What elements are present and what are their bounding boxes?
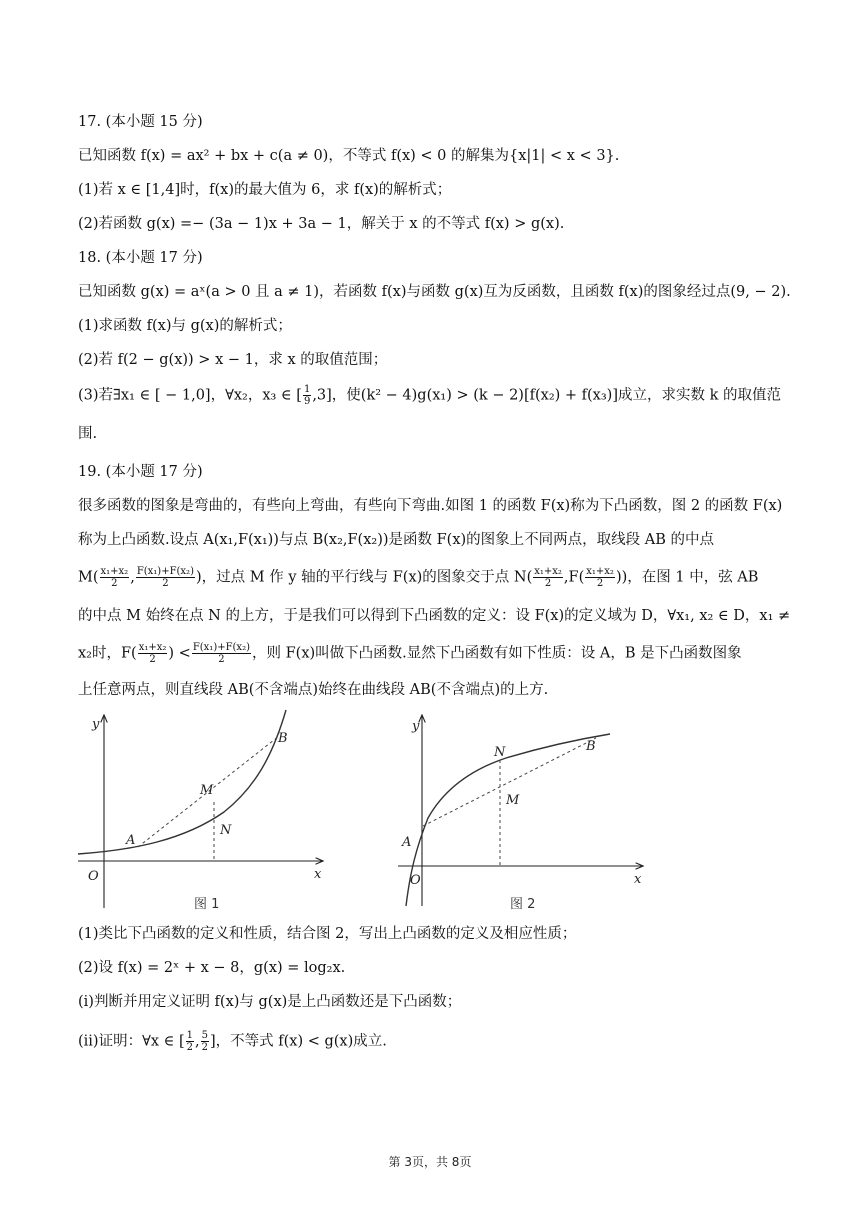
q19-line3-text-a: M( xyxy=(78,569,99,586)
fraction-denominator: 9 xyxy=(303,396,311,407)
convex-curve xyxy=(78,710,286,854)
fig1-point-b: B xyxy=(278,731,288,746)
fraction-denominator: 2 xyxy=(111,578,118,589)
fraction xyxy=(201,1030,209,1053)
q19-part2: (2)设 f(x) = 2ˣ + x − 8，g(x) = log₂x. xyxy=(78,960,346,976)
chord-ab xyxy=(423,738,596,826)
q19-line5-text-b: ) < xyxy=(168,645,191,662)
fig2-caption: 图 2 xyxy=(510,897,536,912)
fraction-numerator: 1 xyxy=(303,384,311,395)
q18-part3-cont: 围. xyxy=(78,426,98,442)
fraction-denominator: 2 xyxy=(186,1042,194,1053)
fig2-origin-label: O xyxy=(410,873,421,888)
fraction-numerator: F(x₁)+F(x₂) xyxy=(136,566,194,577)
fraction xyxy=(192,642,251,665)
q19-line5 xyxy=(78,642,783,665)
fraction-denominator: 2 xyxy=(162,578,169,589)
q19-line2: 称为上凸函数.设点 A(x₁,F(x₁))与点 B(x₂,F(x₂))是函数 F(x)的图象上不同两点，取线段 AB 的中点 xyxy=(78,532,715,548)
q18-part3-text-b: ,3]，使(k² − 4)g(x₁) > (k − 2)[f(x₂) + f(x₃)]成立，求实数 k 的取值范 xyxy=(312,387,781,404)
fig1-point-n: N xyxy=(220,823,232,838)
q18-part3-text-a: (3)若∃x₁ ∈ [ − 1,0]，∀x₂，x₃ ∈ [ xyxy=(78,387,302,404)
fig1-point-a: A xyxy=(126,833,136,848)
q18-part1: (1)求函数 f(x)与 g(x)的解析式； xyxy=(78,318,292,334)
q19-line3-text-c: )，过点 M 作 y 轴的平行线与 F(x)的图象交于点 N( xyxy=(195,569,533,586)
fraction-denominator: 2 xyxy=(218,654,225,665)
q18-part2: (2)若 f(2 − g(x)) > x − 1，求 x 的取值范围； xyxy=(78,352,388,368)
q19-part1: (1)类比下凸函数的定义和性质，结合图 2，写出上凸函数的定义及相应性质； xyxy=(78,926,577,942)
fraction-denominator: 2 xyxy=(544,578,552,589)
q19-part2-i: (i)判断并用定义证明 f(x)与 g(x)是上凸函数还是下凸函数； xyxy=(78,994,462,1010)
fig1-caption: 图 1 xyxy=(194,897,220,912)
fig2-point-n: N xyxy=(494,745,506,760)
q19-line5-text-c: ，则 F(x)叫做下凸函数.显然下凸函数有如下性质：设 A，B 是下凸函数图象 xyxy=(252,645,742,662)
figure-2-graph xyxy=(396,708,656,918)
fig2-point-a: A xyxy=(402,835,412,850)
fraction xyxy=(533,566,563,589)
fraction-numerator: x₁+x₂ xyxy=(534,566,562,577)
fraction-numerator: x₁+x₂ xyxy=(100,566,129,577)
fig1-point-m: M xyxy=(200,783,214,798)
q18-stem: 已知函数 g(x) = aˣ(a > 0 且 a ≠ 1)，若函数 f(x)与函数 g(x)互为反函数，且函数 f(x)的图象经过点(9, − 2). xyxy=(78,284,791,300)
fig2-point-m: M xyxy=(506,793,520,808)
q19-line1: 很多函数的图象是弯曲的，有些向上弯曲，有些向下弯曲.如图 1 的函数 F(x)称为下凸函数，图 2 的函数 F(x) xyxy=(78,498,783,514)
fig2-point-b: B xyxy=(586,739,596,754)
fraction-denominator: 2 xyxy=(201,1042,208,1053)
fraction xyxy=(138,642,168,665)
fraction-denominator: 2 xyxy=(596,578,604,589)
q19-part2-ii-text-c: ]，不等式 f(x) < g(x)成立. xyxy=(210,1033,387,1050)
q19-line3 xyxy=(78,566,783,589)
q19-part2-ii-text-b: , xyxy=(195,1033,200,1050)
fraction xyxy=(136,566,195,589)
q17-stem: 已知函数 f(x) = ax² + bx + c(a ≠ 0)，不等式 f(x) < 0 的解集为{x|1| < x < 3}. xyxy=(78,148,620,164)
concave-curve xyxy=(406,734,610,906)
fig1-x-label: x xyxy=(314,867,322,882)
fraction-numerator: 5 xyxy=(201,1030,208,1041)
q19-part2-ii-text-a: (ii)证明：∀x ∈ [ xyxy=(78,1033,185,1050)
q19-line5-text-a: x₂时，F( xyxy=(78,645,137,662)
q18-part3 xyxy=(78,384,783,407)
q19-line3-text-d: ,F( xyxy=(563,569,585,586)
fraction-numerator: x₁+x₂ xyxy=(138,642,167,653)
fraction-numerator: x₁+x₂ xyxy=(586,566,614,577)
q17-heading: 17. (本小题 15 分) xyxy=(78,114,203,130)
q19-line4: 的中点 M 始终在点 N 的上方，于是我们可以得到下凸函数的定义：设 F(x)的定义域为 D，∀x₁, x₂ ∈ D，x₁ ≠ xyxy=(78,608,791,624)
fraction xyxy=(186,1030,194,1053)
fig1-y-label: y xyxy=(92,717,100,732)
figure-1 xyxy=(74,708,344,918)
figure-1-graph xyxy=(74,708,344,918)
q19-part2-ii xyxy=(78,1030,783,1053)
figure-2 xyxy=(396,708,656,918)
fig2-x-label: x xyxy=(634,872,642,887)
fig1-origin-label: O xyxy=(88,869,99,884)
q19-line3-text-b: , xyxy=(130,569,135,586)
fraction xyxy=(585,566,615,589)
q18-heading: 18. (本小题 17 分) xyxy=(78,250,203,266)
fraction-numerator: 1 xyxy=(186,1030,194,1041)
fraction xyxy=(303,384,311,407)
page-footer: 第 3页，共 8页 xyxy=(388,1155,472,1169)
fraction-numerator: F(x₁)+F(x₂) xyxy=(192,642,250,653)
fraction xyxy=(100,566,130,589)
q19-line3-text-e: ))，在图 1 中，弦 AB xyxy=(615,569,759,586)
q17-part2: (2)若函数 g(x) =− (3a − 1)x + 3a − 1，解关于 x 的不等式 f(x) > g(x). xyxy=(78,216,565,232)
fig2-y-label: y xyxy=(412,719,420,734)
q19-heading: 19. (本小题 17 分) xyxy=(78,464,203,480)
fraction-denominator: 2 xyxy=(149,654,156,665)
q19-line6: 上任意两点，则直线段 AB(不含端点)始终在曲线段 AB(不含端点)的上方. xyxy=(78,682,549,698)
q17-part1: (1)若 x ∈ [1,4]时，f(x)的最大值为 6，求 f(x)的解析式； xyxy=(78,182,452,198)
